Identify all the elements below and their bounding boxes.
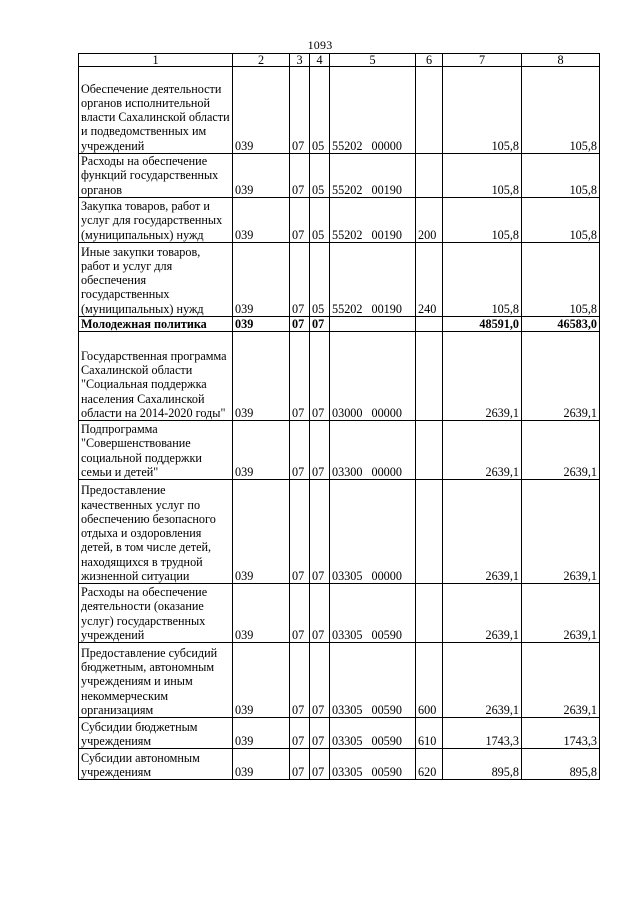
row-name: Молодежная политика: [79, 317, 233, 332]
row-section-code: 07: [290, 749, 310, 780]
row-expense-type: 620: [416, 749, 443, 780]
row-amount-col8: 895,8: [522, 749, 600, 780]
row-amount-col8: 105,8: [522, 67, 600, 154]
header-row: [79, 54, 600, 67]
row-amount-col7: 2639,1: [443, 332, 522, 421]
row-subsection-code: 07: [310, 332, 330, 421]
row-amount-col7: 1743,3: [443, 718, 522, 749]
row-name: Закупка товаров, работ и услуг для государственных (муниципальных) нужд: [79, 198, 233, 243]
target-article-part-b: 00000: [371, 406, 402, 421]
target-article-part-a: 03305: [332, 765, 363, 780]
target-article-part-b: 00000: [371, 569, 402, 584]
row-amount-col8: 2639,1: [522, 332, 600, 421]
row-section-code: 07: [290, 317, 310, 332]
row-amount-col7: 105,8: [443, 154, 522, 198]
row-department-code: 039: [233, 67, 290, 154]
row-department-code: 039: [233, 317, 290, 332]
row-amount-col7: 48591,0: [443, 317, 522, 332]
row-expense-type: [416, 317, 443, 332]
target-article-part-a: 03305: [332, 703, 363, 718]
target-article-part-b: 00190: [371, 183, 402, 197]
row-subsection-code: 07: [310, 480, 330, 584]
row-target-article: [330, 332, 416, 421]
row-department-code: 039: [233, 154, 290, 198]
target-article-part-b: 00590: [371, 765, 402, 780]
row-department-code: 039: [233, 584, 290, 643]
budget-table: [78, 53, 600, 780]
row-section-code: 07: [290, 421, 310, 480]
table-row: [79, 198, 600, 243]
table-row: [79, 718, 600, 749]
row-subsection-code: 07: [310, 643, 330, 718]
target-article-part-a: 55202: [332, 228, 363, 242]
row-amount-col8: 46583,0: [522, 317, 600, 332]
header-cell: 2: [233, 54, 290, 67]
target-article-part-a: 55202: [332, 183, 363, 197]
row-subsection-code: 05: [310, 198, 330, 243]
row-target-article: [330, 480, 416, 584]
row-target-article: [330, 243, 416, 317]
table-row: [79, 67, 600, 154]
row-section-code: 07: [290, 243, 310, 317]
row-department-code: 039: [233, 749, 290, 780]
row-department-code: 039: [233, 198, 290, 243]
header-cell: 1: [79, 54, 233, 67]
row-expense-type: 610: [416, 718, 443, 749]
table-row: [79, 243, 600, 317]
row-name: Иные закупки товаров, работ и услуг для обеспечения государственных (муниципальных) нужд: [79, 243, 233, 317]
row-target-article: [330, 718, 416, 749]
row-amount-col7: 105,8: [443, 198, 522, 243]
row-amount-col8: 2639,1: [522, 643, 600, 718]
target-article-part-b: 00190: [371, 302, 402, 316]
row-name: Предоставление субсидий бюджетным, автономным учреждениям и иным некоммерческим организациям: [79, 643, 233, 718]
row-expense-type: [416, 332, 443, 421]
row-target-article: [330, 317, 416, 332]
row-subsection-code: 05: [310, 154, 330, 198]
row-target-article: [330, 421, 416, 480]
target-article-part-a: 03305: [332, 628, 363, 643]
row-department-code: 039: [233, 643, 290, 718]
row-amount-col8: 2639,1: [522, 421, 600, 480]
header-cell: 5: [330, 54, 416, 67]
row-department-code: 039: [233, 421, 290, 480]
row-section-code: 07: [290, 584, 310, 643]
row-department-code: 039: [233, 718, 290, 749]
row-section-code: 07: [290, 480, 310, 584]
target-article-part-b: 00590: [371, 703, 402, 718]
target-article-part-b: 00000: [371, 139, 402, 153]
row-amount-col8: 2639,1: [522, 584, 600, 643]
row-amount-col8: 105,8: [522, 154, 600, 198]
row-amount-col7: 105,8: [443, 67, 522, 154]
header-cell: 6: [416, 54, 443, 67]
row-name: Субсидии бюджетным учреждениям: [79, 718, 233, 749]
row-name: Государственная программа Сахалинской области "Социальная поддержка населения Сахалинской области на 2014-2020 годы": [79, 332, 233, 421]
row-expense-type: 600: [416, 643, 443, 718]
row-expense-type: [416, 67, 443, 154]
header-cell: 8: [522, 54, 600, 67]
row-expense-type: [416, 480, 443, 584]
row-amount-col7: 2639,1: [443, 480, 522, 584]
row-amount-col7: 2639,1: [443, 421, 522, 480]
table-row: [79, 584, 600, 643]
row-section-code: 07: [290, 198, 310, 243]
row-subsection-code: 07: [310, 749, 330, 780]
row-target-article: [330, 154, 416, 198]
row-department-code: 039: [233, 243, 290, 317]
row-section-code: 07: [290, 154, 310, 198]
table-row: [79, 643, 600, 718]
table-row: [79, 749, 600, 780]
row-subsection-code: 05: [310, 243, 330, 317]
row-target-article: [330, 643, 416, 718]
row-name: Обеспечение деятельности органов исполнительной власти Сахалинской области и подведомственных им учреждений: [79, 67, 233, 154]
row-section-code: 07: [290, 718, 310, 749]
row-expense-type: 240: [416, 243, 443, 317]
row-section-code: 07: [290, 332, 310, 421]
row-subsection-code: 07: [310, 584, 330, 643]
row-expense-type: [416, 154, 443, 198]
row-name: Субсидии автономным учреждениям: [79, 749, 233, 780]
target-article-part-a: 55202: [332, 139, 363, 153]
row-section-code: 07: [290, 67, 310, 154]
target-article-part-b: 00590: [371, 628, 402, 643]
row-subsection-code: 05: [310, 67, 330, 154]
row-amount-col8: 105,8: [522, 243, 600, 317]
row-amount-col8: 1743,3: [522, 718, 600, 749]
row-name: Предоставление качественных услуг по обеспечению безопасного отдыха и оздоровления детей, в том числе детей, находящихся в трудной жизненной ситуации: [79, 480, 233, 584]
table-row: [79, 421, 600, 480]
row-name: Подпрограмма "Совершенствование социальной поддержки семьи и детей": [79, 421, 233, 480]
row-amount-col8: 2639,1: [522, 480, 600, 584]
header-cell: 3: [290, 54, 310, 67]
target-article-part-b: 00000: [371, 465, 402, 480]
row-department-code: 039: [233, 480, 290, 584]
target-article-part-a: 03000: [332, 406, 363, 421]
table-row: [79, 154, 600, 198]
row-subsection-code: 07: [310, 317, 330, 332]
row-department-code: 039: [233, 332, 290, 421]
row-amount-col7: 105,8: [443, 243, 522, 317]
row-target-article: [330, 67, 416, 154]
target-article-part-a: 03305: [332, 734, 363, 749]
row-section-code: 07: [290, 643, 310, 718]
target-article-part-b: 00190: [371, 228, 402, 242]
header-cell: 4: [310, 54, 330, 67]
table-row: [79, 480, 600, 584]
row-amount-col7: 895,8: [443, 749, 522, 780]
row-target-article: [330, 749, 416, 780]
target-article-part-b: 00590: [371, 734, 402, 749]
row-amount-col7: 2639,1: [443, 584, 522, 643]
row-subsection-code: 07: [310, 718, 330, 749]
row-amount-col8: 105,8: [522, 198, 600, 243]
target-article-part-a: 03305: [332, 569, 363, 584]
row-name: Расходы на обеспечение функций государственных органов: [79, 154, 233, 198]
table-row: [79, 332, 600, 421]
row-target-article: [330, 198, 416, 243]
row-expense-type: [416, 421, 443, 480]
page-number: 1093: [307, 38, 333, 52]
row-amount-col7: 2639,1: [443, 643, 522, 718]
row-subsection-code: 07: [310, 421, 330, 480]
row-expense-type: 200: [416, 198, 443, 243]
table-row: [79, 317, 600, 332]
row-name: Расходы на обеспечение деятельности (оказание услуг) государственных учреждений: [79, 584, 233, 643]
header-cell: 7: [443, 54, 522, 67]
target-article-part-a: 55202: [332, 302, 363, 316]
row-expense-type: [416, 584, 443, 643]
row-target-article: [330, 584, 416, 643]
target-article-part-a: 03300: [332, 465, 363, 480]
